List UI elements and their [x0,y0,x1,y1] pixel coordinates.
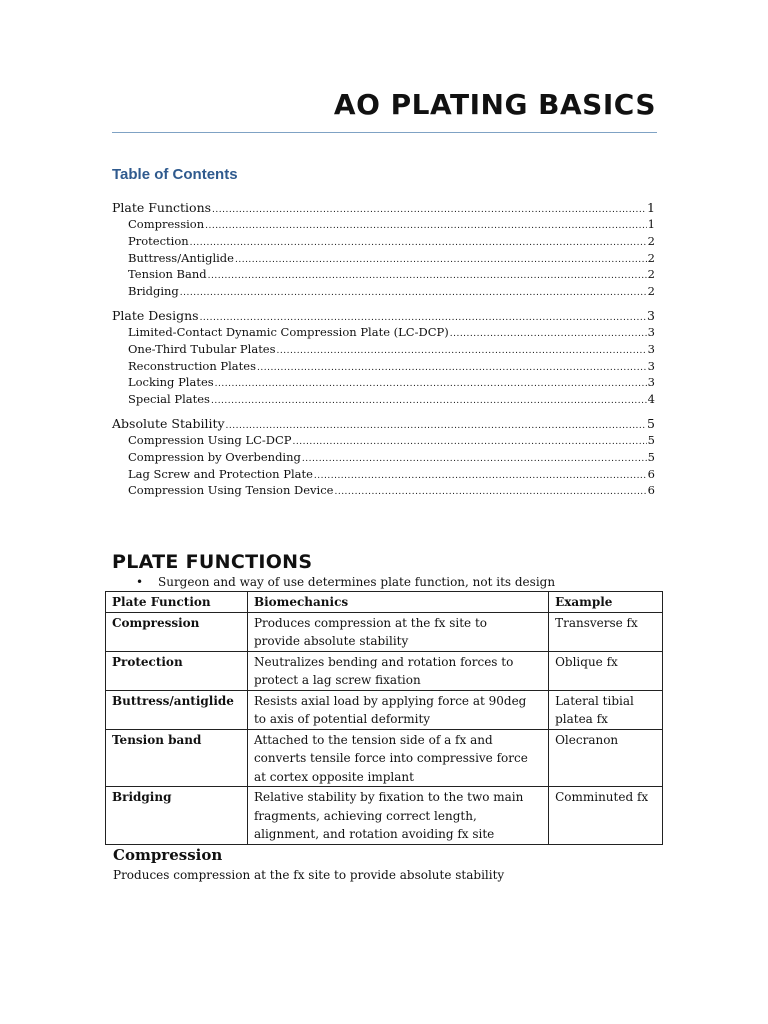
toc-entry[interactable] [112,199,655,216]
section-heading-plate-functions: PLATE FUNCTIONS [112,551,313,573]
toc-leader-dots [302,451,647,468]
toc-leader-dots [190,235,647,252]
cell-example-line: Lateral tibial [555,693,634,708]
toc-subentry[interactable] [112,466,655,483]
toc-page-number: 3 [647,341,655,356]
header-example: Example [549,592,663,613]
cell-example [549,651,663,690]
toc-page-number: 2 [647,284,655,299]
toc-entry-title: Absolute Stability [112,415,225,431]
toc-subentry[interactable] [112,324,655,341]
toc-leader-dots [334,484,646,501]
cell-example [549,787,663,845]
cell-biomechanics [247,729,548,787]
toc-leader-dots [205,218,647,235]
cell-biomechanics-line: converts tensile force into compressive force [253,751,528,765]
toc-page-number: 3 [647,307,655,323]
toc-leader-dots [450,326,647,343]
toc-subentry[interactable] [112,482,655,499]
toc-entry-title: Protection [128,233,189,248]
cell-plate-function: Bridging [106,787,248,845]
table-header-row [106,592,663,613]
cell-biomechanics-line: fragments, achieving correct length, [253,808,477,823]
bullet-item [136,575,555,589]
cell-biomechanics [247,651,548,690]
cell-biomechanics-line: Resists axial load by applying force at 90deg [253,693,527,708]
toc-leader-dots [293,434,647,451]
toc-page-number: 2 [647,233,655,248]
toc-subentry[interactable] [112,250,655,267]
toc-page-number: 5 [647,449,655,464]
cell-biomechanics [247,612,548,651]
table-row [106,729,663,787]
toc-subentry[interactable] [112,216,655,233]
cell-biomechanics-line: provide absolute stability [253,634,409,648]
bullet-text: Surgeon and way of use determines plate function, not its design [158,575,556,589]
cell-biomechanics-line: Relative stability by fixation to the two main [253,790,524,804]
toc-page-number: 5 [647,415,655,431]
toc-subentry[interactable] [112,432,655,449]
toc-entry-title: Limited-Contact Dynamic Compression Plate (LC-DCP) [128,324,449,339]
toc-leader-dots [180,285,647,302]
toc-entry-title: Tension Band [128,267,207,282]
toc-section [112,307,655,408]
toc-entry-title: Compression by Overbending [128,449,301,464]
cell-plate-function: Protection [106,651,248,690]
cell-biomechanics-line: alignment, and rotation avoiding fx site [253,827,495,841]
cell-biomechanics-line: Produces compression at the fx site to [253,615,488,630]
toc-subentry[interactable] [112,391,655,408]
toc-page-number: 3 [647,358,655,373]
toc-leader-dots [277,343,647,360]
toc-leader-dots [211,393,647,410]
toc-subentry[interactable] [112,233,655,250]
cell-example-line: Comminuted fx [555,790,649,804]
toc-heading: Table of Contents [112,166,238,183]
cell-biomechanics-line: at cortex opposite implant [253,769,414,784]
toc-leader-dots [208,268,647,285]
toc-subentry[interactable] [112,374,655,391]
toc-entry-title: Plate Designs [112,307,199,323]
toc-section [112,415,655,499]
toc-subentry[interactable] [112,283,655,300]
toc-entry-title: Bridging [128,284,179,299]
toc-entry-title: Compression Using Tension Device [128,483,334,498]
compression-paragraph: Produces compression at the fx site to provide absolute stability [113,868,505,882]
toc-leader-dots [212,202,646,219]
header-biomechanics: Biomechanics [247,592,548,613]
toc-page-number: 4 [647,392,655,407]
toc-page-number: 1 [647,217,655,231]
title-divider [112,132,657,133]
toc-subentry[interactable] [112,266,655,283]
cell-example-line: Transverse fx [555,615,638,630]
toc-page-number: 5 [647,432,655,447]
table-row [106,651,663,690]
table-row [106,612,663,651]
table-row [106,787,663,845]
cell-example-line: Oblique fx [555,654,618,669]
cell-plate-function: Tension band [106,729,248,787]
cell-plate-function: Compression [106,612,248,651]
cell-example-line: platea fx [555,712,608,726]
toc-entry-title: Compression [128,217,205,231]
toc-section [112,199,655,300]
toc-page-number: 3 [647,375,655,390]
toc-page-number: 2 [647,250,655,265]
document-title: AO PLATING BASICS [333,88,656,121]
toc-leader-dots [215,376,647,393]
toc-page-number: 6 [647,483,655,498]
toc-subentry[interactable] [112,341,655,358]
toc-leader-dots [314,468,647,485]
toc-entry-title: Special Plates [128,392,210,407]
cell-biomechanics [247,787,548,845]
toc-leader-dots [235,252,647,269]
cell-example [549,612,663,651]
toc-page-number: 1 [647,200,655,215]
table-row [106,690,663,729]
table-of-contents [112,199,655,506]
cell-example [549,690,663,729]
toc-entry[interactable] [112,307,655,324]
toc-entry-title: Buttress/Antiglide [128,250,234,265]
plate-functions-table [105,591,663,845]
toc-subentry[interactable] [112,358,655,375]
header-plate-function: Plate Function [106,592,248,613]
cell-biomechanics [247,690,548,729]
toc-entry-title: Locking Plates [128,375,214,390]
cell-example [549,729,663,787]
toc-entry-title: Lag Screw and Protection Plate [128,466,313,481]
toc-page-number: 3 [647,324,655,339]
subsection-heading-compression: Compression [113,846,223,864]
toc-entry-title: Compression Using LC-DCP [128,432,292,447]
cell-biomechanics-line: protect a lag screw fixation [253,673,421,687]
toc-page-number: 6 [647,466,655,481]
cell-biomechanics-line: to axis of potential deformity [253,712,431,726]
toc-entry-title: Reconstruction Plates [128,358,256,373]
cell-plate-function: Buttress/antiglide [106,690,248,729]
toc-page-number: 2 [647,267,655,282]
toc-entry-title: One-Third Tubular Plates [128,341,276,356]
cell-biomechanics-line: Neutralizes bending and rotation forces to [253,654,514,669]
cell-example-line: Olecranon [555,732,619,747]
toc-entry[interactable] [112,415,655,432]
cell-biomechanics-line: Attached to the tension side of a fx and [253,732,493,747]
bullet-icon: • [136,575,144,589]
toc-subentry[interactable] [112,449,655,466]
toc-leader-dots [257,360,647,377]
toc-entry-title: Plate Functions [112,200,212,215]
